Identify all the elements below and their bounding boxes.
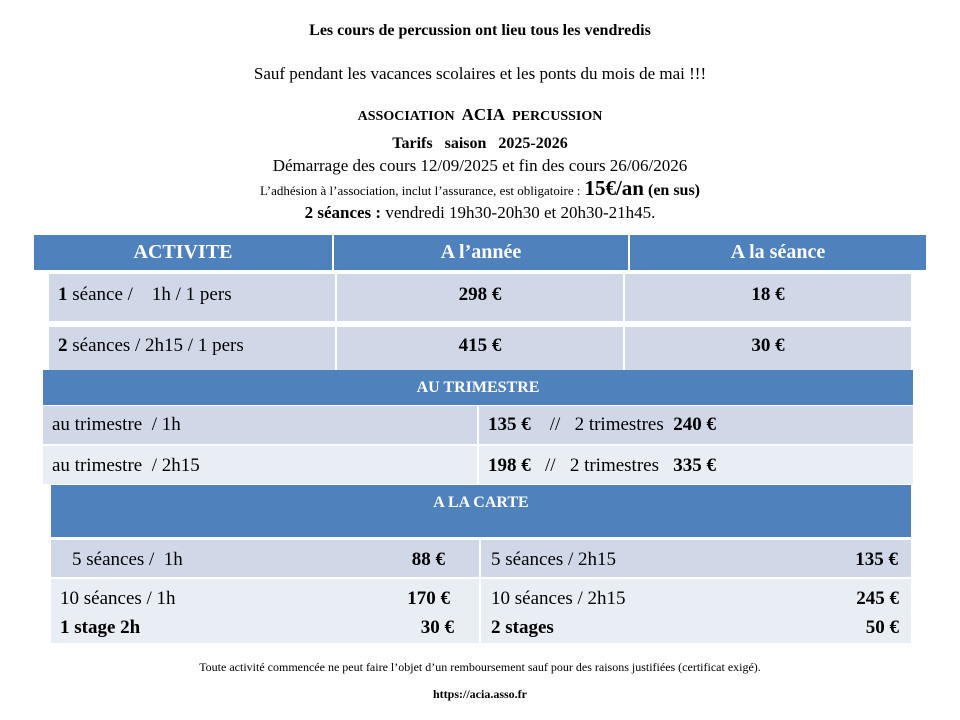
carte-title: A LA CARTE (433, 494, 529, 511)
trim-row2-p1: 198 € (488, 455, 531, 476)
trim-row2-sep: // (545, 455, 556, 476)
carte-row1-left-label: 5 séances / 1h (72, 549, 183, 570)
trim-row1-p2: 240 € (673, 414, 716, 435)
row1-annee-price: 298 € (458, 284, 502, 305)
row2-seance-price: 30 € (751, 335, 785, 356)
trim-row1-sep: // (549, 414, 561, 435)
dates-line: Démarrage des cours 12/09/2025 et fin des cours 26/06/2026 (272, 156, 688, 175)
row2-label: séances / 2h15 / 1 pers (67, 335, 244, 356)
row1-activity (58, 284, 232, 306)
row1-num: 1 (58, 284, 68, 305)
assoc-suffix: PERCUSSION (512, 109, 603, 124)
col-header-annee: A l’année (440, 241, 522, 263)
seances-bold: 2 séances : (304, 203, 382, 222)
adhesion-line (0, 176, 960, 201)
row2-num: 2 (58, 335, 68, 356)
carte-row1-right-price: 135 € (855, 549, 898, 570)
row2-activity (58, 335, 244, 357)
assoc-prefix: ASSOCIATION (357, 109, 455, 124)
carte-row1-left-price: 88 € (411, 549, 445, 570)
carte-row1-right-label: 5 séances / 2h15 (491, 549, 617, 570)
trim-row1-prices (488, 414, 716, 436)
carte-row2-left-price: 170 € (407, 588, 450, 609)
trimestre-title: AU TRIMESTRE (416, 379, 540, 396)
carte-row2-left-label: 10 séances / 1h (60, 588, 176, 609)
title-line: Les cours de percussion ont lieu tous les vendredis (309, 22, 651, 39)
trim-row2-p2: 335 € (673, 455, 716, 476)
subtitle-line: Sauf pendant les vacances scolaires et les ponts du mois de mai !!! (253, 64, 707, 83)
carte-row3-left-label: 1 stage 2h (60, 617, 141, 638)
seances-line (0, 203, 960, 223)
carte-row2-right-label: 10 séances / 2h15 (491, 588, 626, 609)
carte-row3-right-label: 2 stages (491, 617, 554, 638)
tarifs-season: Tarifs saison 2025-2026 (392, 135, 568, 152)
association-name (0, 105, 960, 125)
trim-row2-p2-label: 2 trimestres (569, 455, 659, 476)
adhesion-text: L’adhésion à l’association, inclut l’assurance, est obligatoire : (260, 183, 581, 198)
website-link[interactable]: https://acia.asso.fr (433, 687, 527, 701)
trim-row1-label: au trimestre / 1h (52, 414, 181, 435)
trim-row2-label: au trimestre / 2h15 (52, 455, 200, 476)
row1-seance-price: 18 € (751, 284, 785, 305)
trim-row2-prices (488, 455, 716, 477)
refund-note: Toute activité commencée ne peut faire l’objet d’un remboursement sauf pour des raisons justifiées (certificat exigé). (199, 660, 761, 674)
carte-row2-right-price: 245 € (856, 588, 899, 609)
trim-row1-p1: 135 € (488, 414, 531, 435)
col-header-seance: A la séance (730, 241, 826, 263)
adhesion-price: 15€/an (584, 176, 644, 200)
carte-row3-left-price: 30 € (420, 617, 454, 638)
seances-text: vendredi 19h30-20h30 et 20h30-21h45. (385, 203, 656, 222)
col-header-activite: ACTIVITE (133, 241, 233, 263)
row2-annee-price: 415 € (458, 335, 502, 356)
adhesion-extra: (en sus) (647, 182, 700, 199)
carte-row3-right-price: 50 € (865, 617, 899, 638)
assoc-name: ACIA (461, 105, 506, 124)
row1-label: séance / 1h / 1 pers (67, 284, 232, 305)
trim-row1-p2-label: 2 trimestres (574, 414, 664, 435)
